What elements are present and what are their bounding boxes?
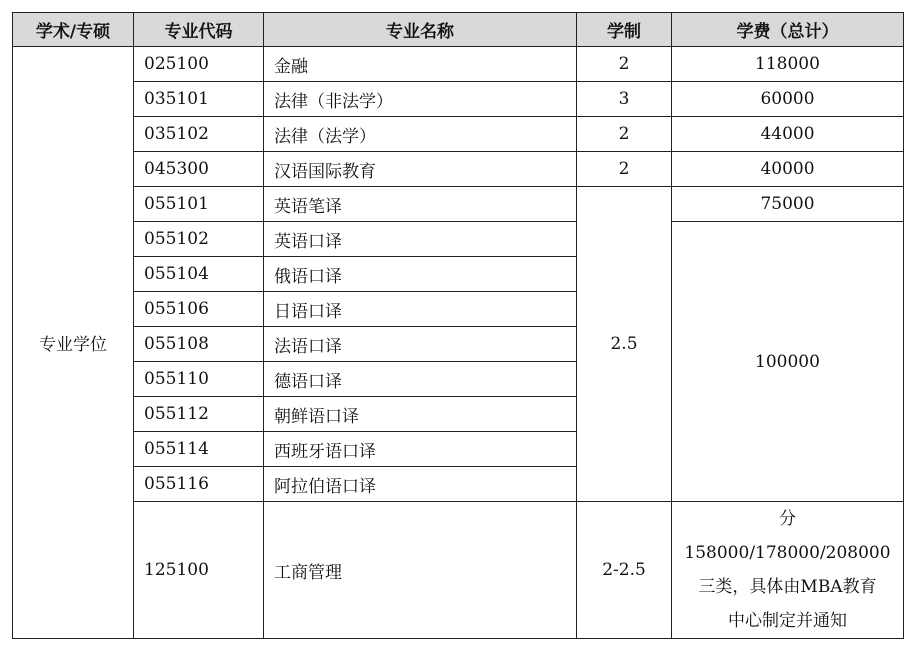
name-cell: 朝鲜语口译 (264, 397, 577, 432)
code-cell: 125100 (134, 502, 264, 639)
mba-fee-line: 158000/178000/208000 (684, 543, 891, 563)
header-code: 专业代码 (134, 13, 264, 47)
tuition-table (12, 12, 904, 639)
years-cell: 2 (577, 152, 672, 187)
table-row (13, 117, 904, 152)
name-cell: 日语口译 (264, 292, 577, 327)
name-cell: 法律（非法学） (264, 82, 577, 117)
code-cell: 055110 (134, 362, 264, 397)
code-cell: 045300 (134, 152, 264, 187)
interpreting-fee-cell: 100000 (672, 222, 904, 502)
mba-fee-line: 三类，具体由MBA教育 (698, 577, 877, 597)
table-row (13, 152, 904, 187)
code-cell: 055108 (134, 327, 264, 362)
mba-fee-note (672, 502, 904, 639)
code-cell: 025100 (134, 47, 264, 82)
fee-cell: 60000 (672, 82, 904, 117)
years-cell: 2 (577, 117, 672, 152)
name-cell: 英语口译 (264, 222, 577, 257)
years-cell: 2 (577, 47, 672, 82)
table-row (13, 222, 904, 257)
header-type: 学术/专硕 (13, 13, 134, 47)
fee-cell: 118000 (672, 47, 904, 82)
name-cell: 德语口译 (264, 362, 577, 397)
name-cell: 英语笔译 (264, 187, 577, 222)
header-row (13, 13, 904, 47)
translation-years-cell: 2.5 (577, 187, 672, 502)
code-cell: 055101 (134, 187, 264, 222)
table-row (13, 187, 904, 222)
name-cell: 工商管理 (264, 502, 577, 639)
name-cell: 西班牙语口译 (264, 432, 577, 467)
years-cell: 2-2.5 (577, 502, 672, 639)
code-cell: 055102 (134, 222, 264, 257)
code-cell: 035101 (134, 82, 264, 117)
code-cell: 055116 (134, 467, 264, 502)
category-cell: 专业学位 (13, 47, 134, 639)
name-cell: 阿拉伯语口译 (264, 467, 577, 502)
years-cell: 3 (577, 82, 672, 117)
table-row (13, 502, 904, 639)
header-years: 学制 (577, 13, 672, 47)
code-cell: 055112 (134, 397, 264, 432)
code-cell: 035102 (134, 117, 264, 152)
name-cell: 法律（法学） (264, 117, 577, 152)
name-cell: 俄语口译 (264, 257, 577, 292)
code-cell: 055106 (134, 292, 264, 327)
table-row (13, 47, 904, 82)
code-cell: 055104 (134, 257, 264, 292)
header-fee: 学费（总计） (672, 13, 904, 47)
table-row (13, 82, 904, 117)
code-cell: 055114 (134, 432, 264, 467)
name-cell: 法语口译 (264, 327, 577, 362)
name-cell: 汉语国际教育 (264, 152, 577, 187)
fee-cell: 44000 (672, 117, 904, 152)
name-cell: 金融 (264, 47, 577, 82)
mba-fee-line: 中心制定并通知 (728, 611, 847, 631)
header-name: 专业名称 (264, 13, 577, 47)
fee-cell: 75000 (672, 187, 904, 222)
fee-cell: 40000 (672, 152, 904, 187)
mba-fee-line: 分 (779, 509, 796, 529)
